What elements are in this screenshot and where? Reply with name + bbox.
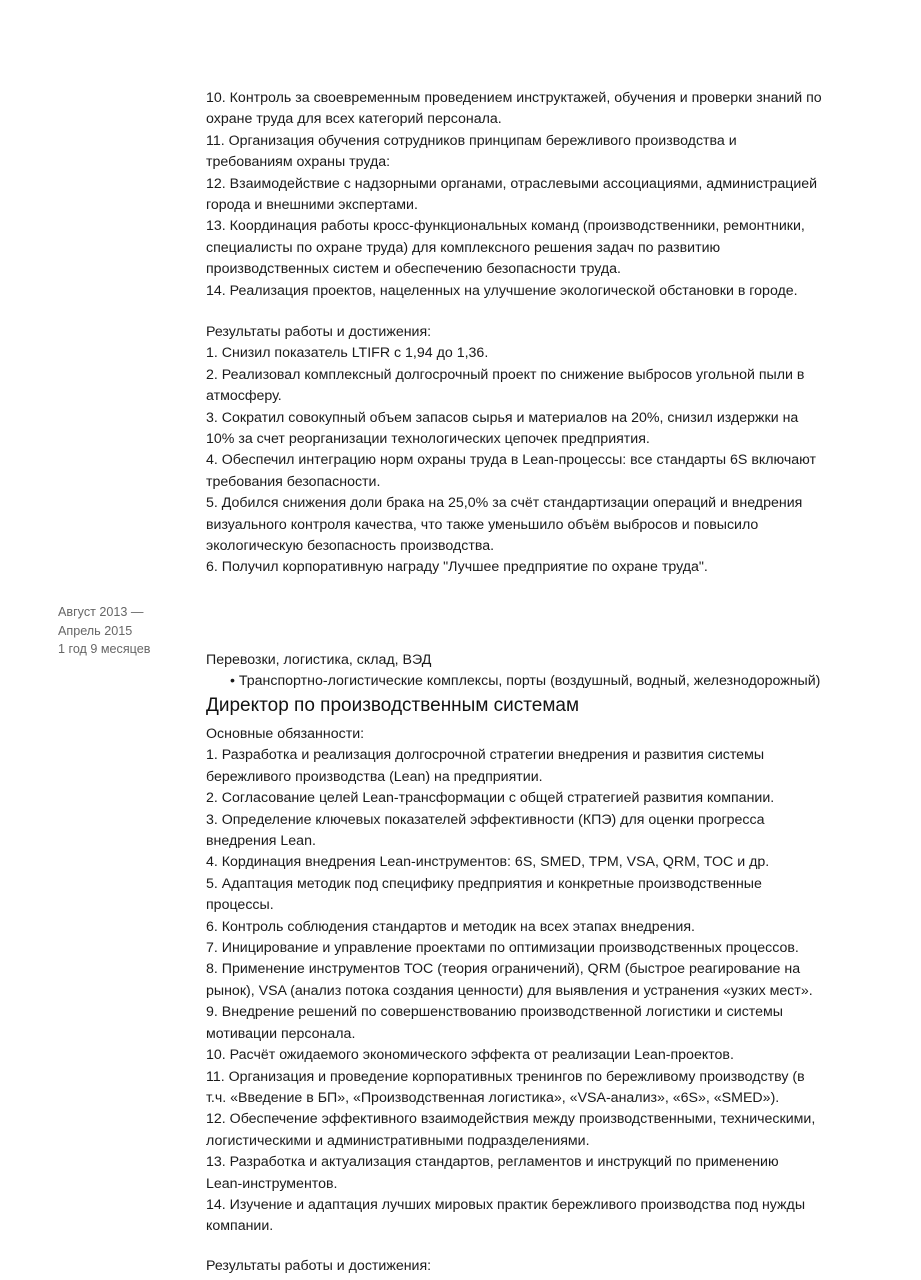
duty-line: 11. Организация обучения сотрудников принципам бережливого производства и — [206, 132, 737, 149]
duty-line: 14. Реализация проектов, нацеленных на улучшение экологической обстановки в городе. — [206, 282, 798, 299]
result-line: 1. Снизил показатель LTIFR с 1,94 до 1,36. — [206, 345, 489, 362]
duty-line: 14. Изучение и адаптация лучших мировых практик бережливого производства под нужды — [206, 1196, 806, 1213]
job2-period — [58, 603, 150, 659]
industry-subcategory: • Транспортно-логистические комплексы, порты (воздушный, водный, железнодорожный) — [230, 673, 821, 690]
duty-line: 10. Расчёт ожидаемого экономического эффекта от реализации Lean-проектов. — [206, 1047, 734, 1064]
duty-line: внедрения Lean. — [206, 833, 316, 850]
duty-line: 4. Кординация внедрения Lean-инструментов: 6S, SMED, TPM, VSA, QRM, TOC и др. — [206, 854, 770, 871]
duty-line: бережливого производства (Lean) на предприятии. — [206, 768, 543, 785]
results-heading: Результаты работы и достижения: — [206, 1258, 432, 1274]
job1-duties-tail — [206, 88, 866, 302]
duty-line: производственных систем и обеспечению безопасности труда. — [206, 261, 621, 278]
duty-line: Lean-инструментов. — [206, 1175, 338, 1192]
duty-line: 3. Определение ключевых показателей эффективности (КПЭ) для оценки прогресса — [206, 811, 765, 828]
duty-line: логистическими и административными подразделениями. — [206, 1132, 590, 1149]
duty-line: 1. Разработка и реализация долгосрочной стратегии внедрения и развития системы — [206, 747, 765, 764]
duty-line: мотивации персонала. — [206, 1025, 356, 1042]
job2-position-title: Директор по производственным системам — [206, 695, 580, 716]
job1-results — [206, 322, 866, 579]
duty-line: специалисты по охране труда) для комплексного решения задач по развитию — [206, 239, 721, 256]
result-line: 10% за счет реорганизации технологических цепочек предприятия. — [206, 431, 650, 448]
duty-line: 6. Контроль соблюдения стандартов и методик на всех этапах внедрения. — [206, 918, 695, 935]
duty-line: т.ч. «Введение в БП», «Производственная логистика», «VSA-анализ», «6S», «SMED»). — [206, 1089, 780, 1106]
duty-line: 8. Применение инструментов ТОС (теория ограничений), QRM (быстрое реагирование на — [206, 961, 801, 978]
result-line: атмосферу. — [206, 388, 282, 405]
duty-line: 12. Обеспечение эффективного взаимодействия между производственными, техническими, — [206, 1111, 816, 1128]
period-end: Апрель 2015 — [58, 623, 133, 638]
results-heading: Результаты работы и достижения: — [206, 324, 432, 340]
duty-line: 10. Контроль за своевременным проведением инструктажей, обучения и проверки знаний по — [206, 90, 822, 106]
period-start: Август 2013 — — [58, 605, 144, 619]
duty-line: 9. Внедрение решений по совершенствованию производственной логистики и системы — [206, 1004, 783, 1021]
job2-duties — [206, 724, 866, 1238]
result-line: 6. Получил корпоративную награду "Лучшее предприятие по охране труда". — [206, 559, 708, 576]
result-line: экологическую безопасность производства. — [206, 538, 495, 555]
duty-line: 11. Организация и проведение корпоративных тренингов по бережливому производству (в — [206, 1068, 805, 1085]
duty-line: 7. Иницирование и управление проектами по оптимизации производственных процессов. — [206, 940, 799, 957]
duty-line: рынок), VSA (анализ потока создания ценности) для выявления и устранения «узких мест». — [206, 982, 813, 999]
duty-line: компании. — [206, 1218, 274, 1235]
duty-line: 5. Адаптация методик под специфику предприятия и конкретные производственные — [206, 875, 762, 892]
duty-line: города и внешними экспертами. — [206, 197, 418, 214]
period-duration: 1 год 9 месяцев — [58, 642, 151, 657]
result-line: 2. Реализовал комплексный долгосрочный проект по снижение выбросов угольной пыли в — [206, 366, 805, 383]
job2-results — [206, 1256, 866, 1277]
result-line: требования безопасности. — [206, 473, 381, 490]
duty-line: 2. Согласование целей Lean-трансформации с общей стратегией развития компании. — [206, 790, 775, 807]
industry-label: Перевозки, логистика, склад, ВЭД — [206, 652, 432, 668]
duty-line: процессы. — [206, 897, 274, 914]
result-line: визуального контроля качества, что также уменьшило объём выбросов и повысило — [206, 516, 759, 533]
duty-line: 13. Координация работы кросс-функциональных команд (производственники, ремонтники, — [206, 218, 805, 235]
job2-industry — [206, 650, 820, 693]
duty-line: 13. Разработка и актуализация стандартов, регламентов и инструкций по применению — [206, 1154, 779, 1171]
duty-line: Основные обязанности: — [206, 726, 365, 742]
duty-line: охране труда для всех категорий персонала. — [206, 111, 502, 128]
result-line: 3. Сократил совокупный объем запасов сырья и материалов на 20%, снизил издержки на — [206, 409, 799, 426]
result-line: 4. Обеспечил интеграцию норм охраны труда в Lean-процессы: все стандарты 6S включают — [206, 452, 816, 469]
duty-line: 12. Взаимодействие с надзорными органами, отраслевыми ассоциациями, администрацией — [206, 175, 818, 192]
result-line: 5. Добился снижения доли брака на 25,0% за счёт стандартизации операций и внедрения — [206, 495, 803, 512]
duty-line: требованиям охраны труда: — [206, 154, 391, 171]
